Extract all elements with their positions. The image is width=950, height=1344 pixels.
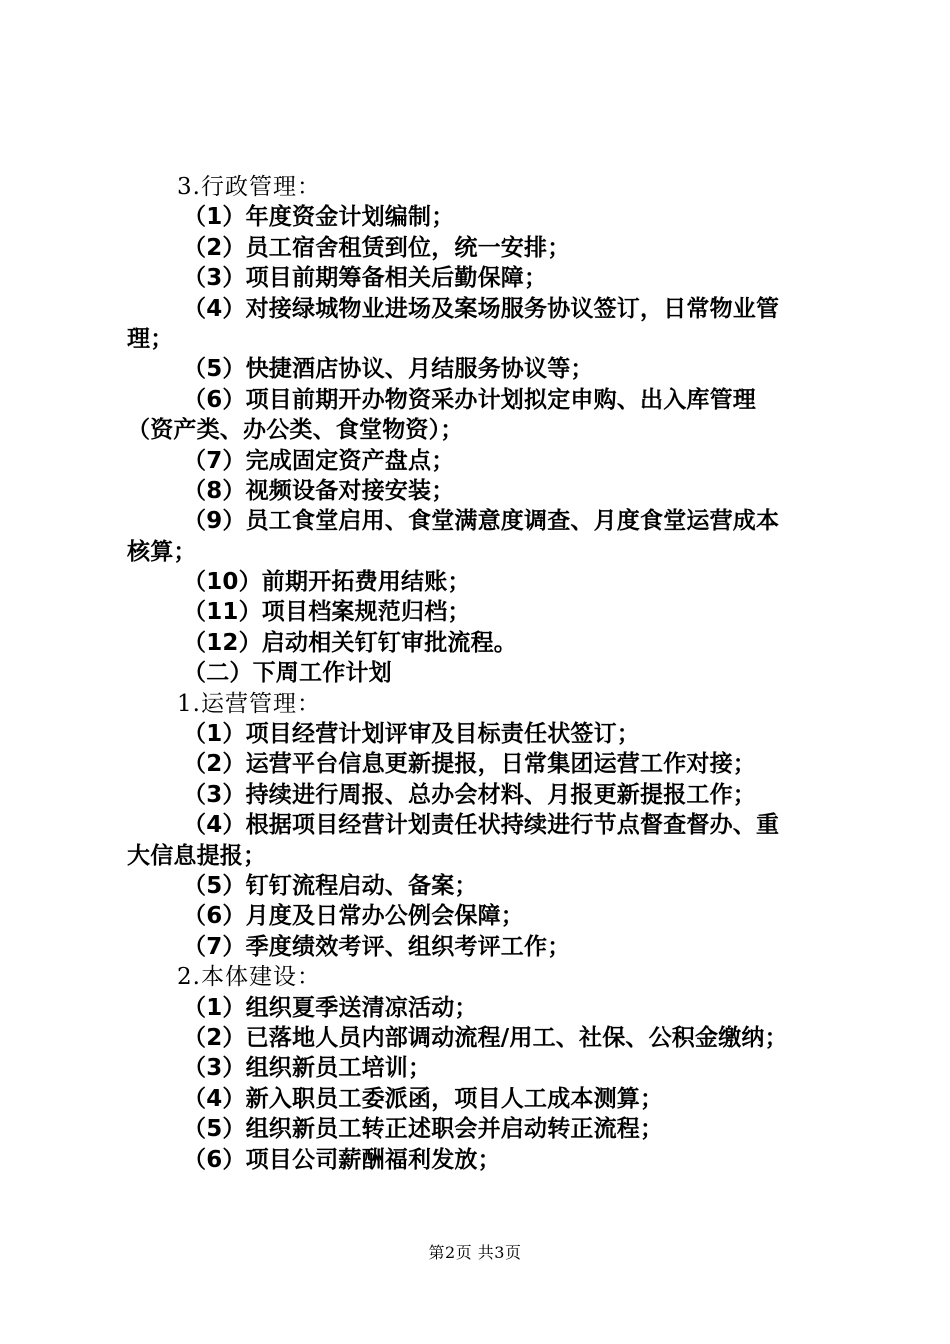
list-item-continuation: （资产类、办公类、食堂物资）； [127,417,464,444]
list-item: （7）季度绩效考评、组织考评工作； [183,933,571,960]
list-item: （3）持续进行周报、总办会材料、月报更新提报工作； [183,781,757,808]
list-item-continuation: 核算； [127,538,197,565]
list-item: （4）对接绿城物业进场及案场服务协议签订，日常物业管 [183,295,780,322]
list-item-continuation: 理； [127,325,174,352]
list-item: （5）钉钉流程启动、备案； [183,872,478,899]
list-item: （9）员工食堂启用、食堂满意度调查、月度食堂运营成本 [183,508,780,535]
list-item: （8）视频设备对接安装； [183,477,455,504]
list-item: （3）组织新员工培训； [183,1055,432,1082]
list-item: （6）项目前期开办物资采办计划拟定申购、出入库管理 [183,386,757,413]
list-item: （7）完成固定资产盘点； [183,447,455,474]
list-item: （6）项目公司薪酬福利发放； [183,1146,501,1173]
list-item: （3）项目前期筹备相关后勤保障； [183,265,548,292]
list-item: （1）项目经营计划评审及目标责任状签订； [183,721,641,748]
list-item: （2）员工宿舍租赁到位，统一安排； [183,234,571,261]
section-heading-next-week-plan: （二）下周工作计划 [183,660,392,687]
page-number-footer: 第2页 共3页 [428,1243,522,1262]
list-item: （1）组织夏季送清凉活动； [183,994,478,1021]
list-item: （10）前期开拓费用结账； [183,569,471,596]
list-item: （4）根据项目经营计划责任状持续进行节点督查督办、重 [183,812,780,839]
list-item: （2）运营平台信息更新提报，日常集团运营工作对接； [183,751,757,778]
list-item: （1）年度资金计划编制； [183,204,455,231]
list-item: （6）月度及日常办公例会保障； [183,903,525,930]
section-heading-admin: 3.行政管理： [177,174,321,200]
list-item: （2）已落地人员内部调动流程/用工、社保、公积金缴纳； [183,1024,788,1051]
list-item-continuation: 大信息提报； [127,842,267,869]
list-item: （5）快捷酒店协议、月结服务协议等； [183,356,594,383]
list-item: （5）组织新员工转正述职会并启动转正流程； [183,1116,664,1143]
document-body [127,172,833,1175]
list-item: （12）启动相关钉钉审批流程。 [183,629,518,656]
section-heading-org-building: 2.本体建设： [177,964,321,991]
section-heading-operations: 1.运营管理： [177,690,321,717]
list-item: （4）新入职员工委派函，项目人工成本测算； [183,1085,664,1112]
list-item: （11）项目档案规范归档； [183,599,471,626]
